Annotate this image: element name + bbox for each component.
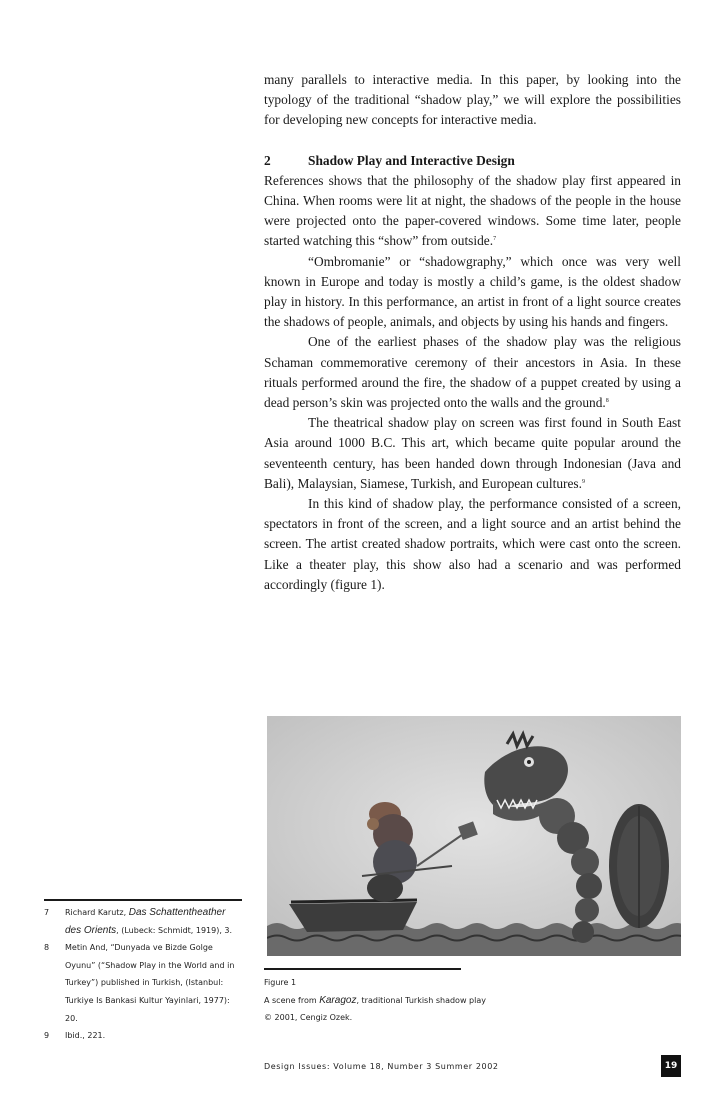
paragraph-3: One of the earliest phases of the shadow play was the religious Schaman commemorative ceremony of their ancestors in Asia. In these rituals performed around the fire, the shadow of a puppet created by using a dead person’s skin was projected onto the walls and the ground.$^8$ [264, 334, 681, 411]
main-text-column [264, 70, 681, 595]
section-title: Shadow Play and Interactive Design [308, 152, 515, 168]
intro-paragraph: many parallels to interactive media. In this paper, by looking into the typology of the traditional “shadow play,” we will explore the possibilities for developing new concepts for interactive media. [264, 72, 681, 128]
footnotes [44, 904, 244, 1045]
figure-label: Figure 1 [264, 978, 297, 987]
paragraph-5: In this kind of shadow play, the performance consisted of a screen, spectators in front of the screen, and a light source and an artist behind the screen. The artist created shadow portraits, which were cast onto the screen. Like a theater play, this show also had a scenario and was performed accordingly (figure 1). [264, 496, 681, 592]
figure-caption [264, 974, 494, 1027]
journal-footer: Design Issues: Volume 18, Number 3 Summer 2002 [264, 1062, 499, 1071]
footnotes-rule [44, 899, 242, 901]
section-number: 2 [264, 152, 271, 168]
footnote-9: 9 Ibid., 221. [44, 1031, 106, 1041]
shadow-play-scene [267, 716, 681, 956]
section-heading [264, 151, 681, 171]
paragraph-4: The theatrical shadow play on screen was first found in South East Asia around 1000 B.C. This art, which became quite popular around the seventeenth century, has been handed down through Indonesian (Java and Bali), Malaysian, Siamese, Turkish, and European cultures.$^9$ [264, 415, 681, 491]
figure-caption-rule [264, 968, 461, 970]
paragraph-1: References shows that the philosophy of the shadow play first appeared in China. When rooms were lit at night, the shadows of the people in the house were projected onto the paper-covered windows. Some time later, people started watching this “show” from outside.$^7$ [264, 172, 681, 249]
footnote-8: 8 Metin And, “Dunyada ve Bizde Golge Oyunu” (“Shadow Play in the World and in Turkey”) published in Turkish, (Istanbul: Turkiye Is Bankasi Kultur Yayinlari, 1977): 20. [44, 943, 235, 1023]
figure-caption-text: A scene from Karagoz, traditional Turkish shadow play © 2001, Cengiz Ozek. [264, 994, 486, 1022]
boat-silhouette [289, 902, 417, 932]
footnote-ref-9[interactable]: 9 [581, 478, 585, 485]
figure-1-image [267, 716, 681, 956]
footnote-ref-7[interactable]: 7 [493, 236, 497, 243]
footnote-ref-8[interactable]: 8 [605, 398, 609, 405]
footnote-7: 7 Richard Karutz, Das Schattentheather des Orients, (Lubeck: Schmidt, 1919), 3. [44, 907, 233, 936]
paragraph-2: “Ombromanie” or “shadowgraphy,” which once was very well known in Europe and today is mostly a child’s game, is the oldest shadow play in history. In this performance, an artist in front of a light source creates the shadows of people, animals, and objects by using his hands and fingers. [264, 253, 681, 330]
page-number: 19 [661, 1055, 681, 1077]
